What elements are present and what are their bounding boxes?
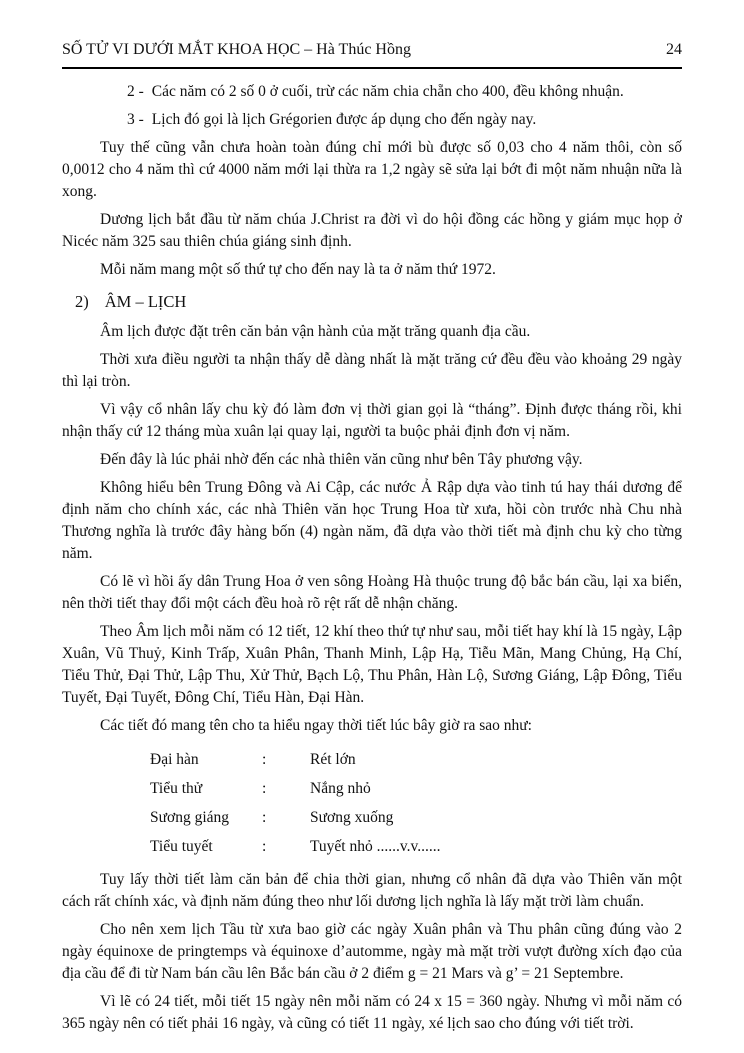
meaning-cell: Rét lớn <box>310 751 356 768</box>
colon-separator: : <box>262 838 267 855</box>
term-cell: Tiểu thử <box>150 780 203 797</box>
paragraph-equinox: Cho nên xem lịch Tầu từ xưa bao giờ các ngày Xuân phân và Thu phân cũng đúng vào 2 ngày équinoxe de pringtemps và équinoxe d’automme, ngày mà mặt trời vượt đường xích đạo của địa cầu để đi từ Nam bán cầu lên Bắc bán cầu ở 2 điểm g = 21 Mars và g’ = 21 Septembre. <box>62 921 682 982</box>
paragraph-lunar-basis: Âm lịch được đặt trên căn bản vận hành của mặt trăng quanh địa cầu. <box>100 323 531 340</box>
running-title: SỐ TỬ VI DƯỚI MẮT KHOA HỌC – Hà Thúc Hồng <box>62 41 411 58</box>
term-cell: Tiểu tuyết <box>150 838 213 855</box>
term-cell: Đại hàn <box>150 751 199 768</box>
numbered-note-2 <box>62 81 682 103</box>
numbered-note-3 <box>62 109 682 131</box>
meaning-cell: Nắng nhỏ <box>310 780 371 797</box>
paragraph-24-tiet-list: Theo Âm lịch mỗi năm có 12 tiết, 12 khí theo thứ tự như sau, mỗi tiết hay khí là 15 ngày, Lập Xuân, Vũ Thuỷ, Kinh Trấp, Xuân Phân, Thanh Minh, Lập Hạ, Tiễu Mãn, Mang Chủng, Hạ Chí, Tiểu Thử, Đại Thử, Lập Thu, Xử Thử, Bạch Lộ, Thu Phân, Hàn Lộ, Sương Giáng, Lập Đông, Tiểu Tuyết, Đại Tuyết, Đông Chí, Tiểu Hàn, Đại Hàn. <box>62 623 682 706</box>
glossary-row <box>150 832 682 861</box>
glossary-row <box>150 774 682 803</box>
section-number: 2) <box>75 292 89 311</box>
colon-separator: : <box>262 780 267 797</box>
header-rule <box>62 67 682 69</box>
meaning-cell: Tuyết nhỏ ......v.v...... <box>310 838 441 855</box>
glossary-row <box>150 745 682 774</box>
paragraph-year-number: Mỗi năm mang một số thứ tự cho đến nay là ta ở năm thứ 1972. <box>100 261 496 278</box>
section-heading-am-lich <box>62 291 682 313</box>
colon-separator: : <box>262 809 267 826</box>
note-number: 2 - <box>127 83 144 100</box>
note-text: Các năm có 2 số 0 ở cuối, trừ các năm chia chẵn cho 400, đều không nhuận. <box>151 83 624 100</box>
glossary-row <box>150 803 682 832</box>
paragraph-month-unit: Vì vậy cổ nhân lấy chu kỳ đó làm đơn vị thời gian gọi là “tháng”. Định được tháng rồi, khi nhận thấy cứ 12 tháng mùa xuân lại quay lại, người ta buộc phải định đơn vị năm. <box>62 401 682 440</box>
section-title: ÂM – LỊCH <box>104 292 187 311</box>
meaning-cell: Sương xuống <box>310 809 394 826</box>
glossary-table <box>150 745 682 861</box>
page-header <box>62 40 682 60</box>
paragraph-leap-correction: Tuy thế cũng vẫn chưa hoàn toàn đúng chỉ mới bù được số 0,03 cho 4 năm thôi, còn số 0,0012 cho 4 năm thì cứ 4000 năm mới lại thừa ra 1,2 ngày sẽ sửa lại bớt đi một năm nhuận nữa là xong. <box>62 139 682 200</box>
note-number: 3 - <box>127 111 144 128</box>
document-body <box>62 81 682 1035</box>
paragraph-360-days: Vì lẽ có 24 tiết, mỗi tiết 15 ngày nên mỗi năm có 24 x 15 = 360 ngày. Nhưng vì mỗi năm có 365 ngày nên có tiết phải 16 ngày, và cũng có tiết 11 ngày, xé lịch sao cho đúng với tiết trời. <box>62 993 682 1032</box>
page-number: 24 <box>666 41 682 58</box>
note-text: Lịch đó gọi là lịch Grégorien được áp dụng cho đến ngày nay. <box>151 111 537 128</box>
paragraph-china-weather: Không hiểu bên Trung Đông và Ai Cập, các nước Ả Rập dựa vào tinh tú hay thái dương để định năm cho chính xác, các nhà Thiên văn học Trung Hoa từ xưa, hồi còn trước nhà Chu nhà Thương nghĩa là trước đây hàng bốn (4) ngàn năm, đã dựa vào thời tiết mà định chu kỳ cho từng năm. <box>62 479 682 562</box>
colon-separator: : <box>262 751 267 768</box>
paragraph-gregorian-origin: Dương lịch bắt đầu từ năm chúa J.Christ ra đời vì do hội đồng các hồng y giám mục họp ở Nicéc năm 325 sau thiên chúa giáng sinh định. <box>62 211 682 250</box>
term-cell: Sương giáng <box>150 809 230 826</box>
paragraph-astronomers: Đến đây là lúc phải nhờ đến các nhà thiên văn cũng như bên Tây phương vậy. <box>100 451 583 468</box>
paragraph-sun-standard: Tuy lấy thời tiết làm căn bản để chia thời gian, nhưng cổ nhân đã dựa vào Thiên văn một cách rất chính xác, và định năm đúng theo như lối dương lịch nghĩa là lấy mặt trời làm chuẩn. <box>62 871 682 910</box>
paragraph-yellow-river: Có lẽ vì hồi ấy dân Trung Hoa ở ven sông Hoàng Hà thuộc trung độ bắc bán cầu, lại xa biển, nên thời tiết thay đổi một cách đều hoà rõ rệt rất dễ nhận chăng. <box>62 573 682 612</box>
paragraph-moon-cycle: Thời xưa điều người ta nhận thấy dễ dàng nhất là mặt trăng cứ đều đều vào khoảng 29 ngày thì lại tròn. <box>62 351 682 390</box>
paragraph-tiet-names-intro: Các tiết đó mang tên cho ta hiểu ngay thời tiết lúc bây giờ ra sao như: <box>100 717 532 734</box>
